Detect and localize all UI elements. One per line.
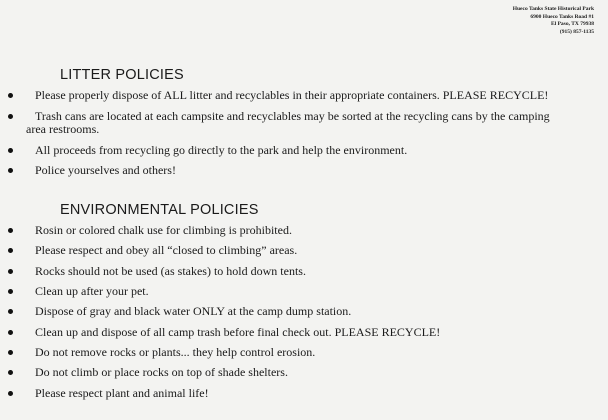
list-item-text: Dispose of gray and black water ONLY at the camp dump station. bbox=[35, 304, 352, 319]
environmental-policies-heading: ENVIRONMENTAL POLICIES bbox=[60, 202, 259, 218]
list-item bbox=[0, 346, 608, 360]
list-item bbox=[0, 387, 608, 401]
park-address bbox=[513, 6, 594, 36]
address-line-street: 6900 Hueco Tanks Road #1 bbox=[530, 13, 594, 20]
list-item bbox=[0, 366, 608, 380]
bullet-icon bbox=[8, 228, 13, 233]
list-item-text: Do not remove rocks or plants... they help control erosion. bbox=[35, 345, 316, 360]
bullet-icon bbox=[8, 350, 13, 355]
bullet-icon bbox=[8, 269, 13, 274]
list-item bbox=[0, 110, 608, 137]
address-line-name: Hueco Tanks State Historical Park bbox=[512, 6, 594, 12]
list-item-text: Please respect plant and animal life! bbox=[35, 385, 209, 400]
bullet-icon bbox=[8, 114, 13, 119]
litter-policies-list bbox=[0, 89, 608, 185]
list-item-text: Trash cans are located at each campsite and recyclables may be sorted at the recycling cans by the camping bbox=[35, 108, 550, 123]
environmental-policies-list bbox=[0, 224, 608, 407]
bullet-icon bbox=[8, 93, 13, 98]
list-item-text: Please properly dispose of ALL litter and recyclables in their appropriate containers. PLEASE RECYCLE! bbox=[35, 88, 549, 102]
list-item bbox=[0, 224, 608, 238]
bullet-icon bbox=[8, 148, 13, 153]
list-item-text: All proceeds from recycling go directly to the park and help the environment. bbox=[35, 142, 408, 157]
list-item-text: Clean up after your pet. bbox=[35, 284, 149, 299]
list-item bbox=[0, 265, 608, 279]
list-item-text: Do not climb or place rocks on top of shade shelters. bbox=[35, 365, 288, 380]
list-item-text: Rosin or colored chalk use for climbing is prohibited. bbox=[35, 223, 292, 237]
list-item-text: Rocks should not be used (as stakes) to hold down tents. bbox=[35, 263, 306, 278]
bullet-icon bbox=[8, 309, 13, 314]
litter-policies-heading: LITTER POLICIES bbox=[60, 67, 184, 83]
list-item bbox=[0, 89, 608, 103]
bullet-icon bbox=[8, 248, 13, 253]
list-item bbox=[0, 305, 608, 319]
list-item-text: Please respect and obey all “closed to climbing” areas. bbox=[35, 243, 298, 258]
list-item-text: Police yourselves and others! bbox=[35, 163, 176, 177]
list-item bbox=[0, 326, 608, 340]
bullet-icon bbox=[8, 168, 13, 173]
list-item bbox=[0, 164, 608, 178]
list-item bbox=[0, 285, 608, 299]
bullet-icon bbox=[8, 391, 13, 396]
address-line-city: El Paso, TX 79938 bbox=[551, 21, 594, 27]
bullet-icon bbox=[8, 370, 13, 375]
address-line-phone: (915) 857-1135 bbox=[559, 28, 594, 35]
list-item bbox=[0, 144, 608, 158]
list-item-text: Clean up and dispose of all camp trash before final check out. PLEASE RECYCLE! bbox=[35, 324, 441, 339]
bullet-icon bbox=[8, 289, 13, 294]
list-item-text-continued: area restrooms. bbox=[26, 122, 100, 136]
bullet-icon bbox=[8, 330, 13, 335]
list-item bbox=[0, 244, 608, 258]
